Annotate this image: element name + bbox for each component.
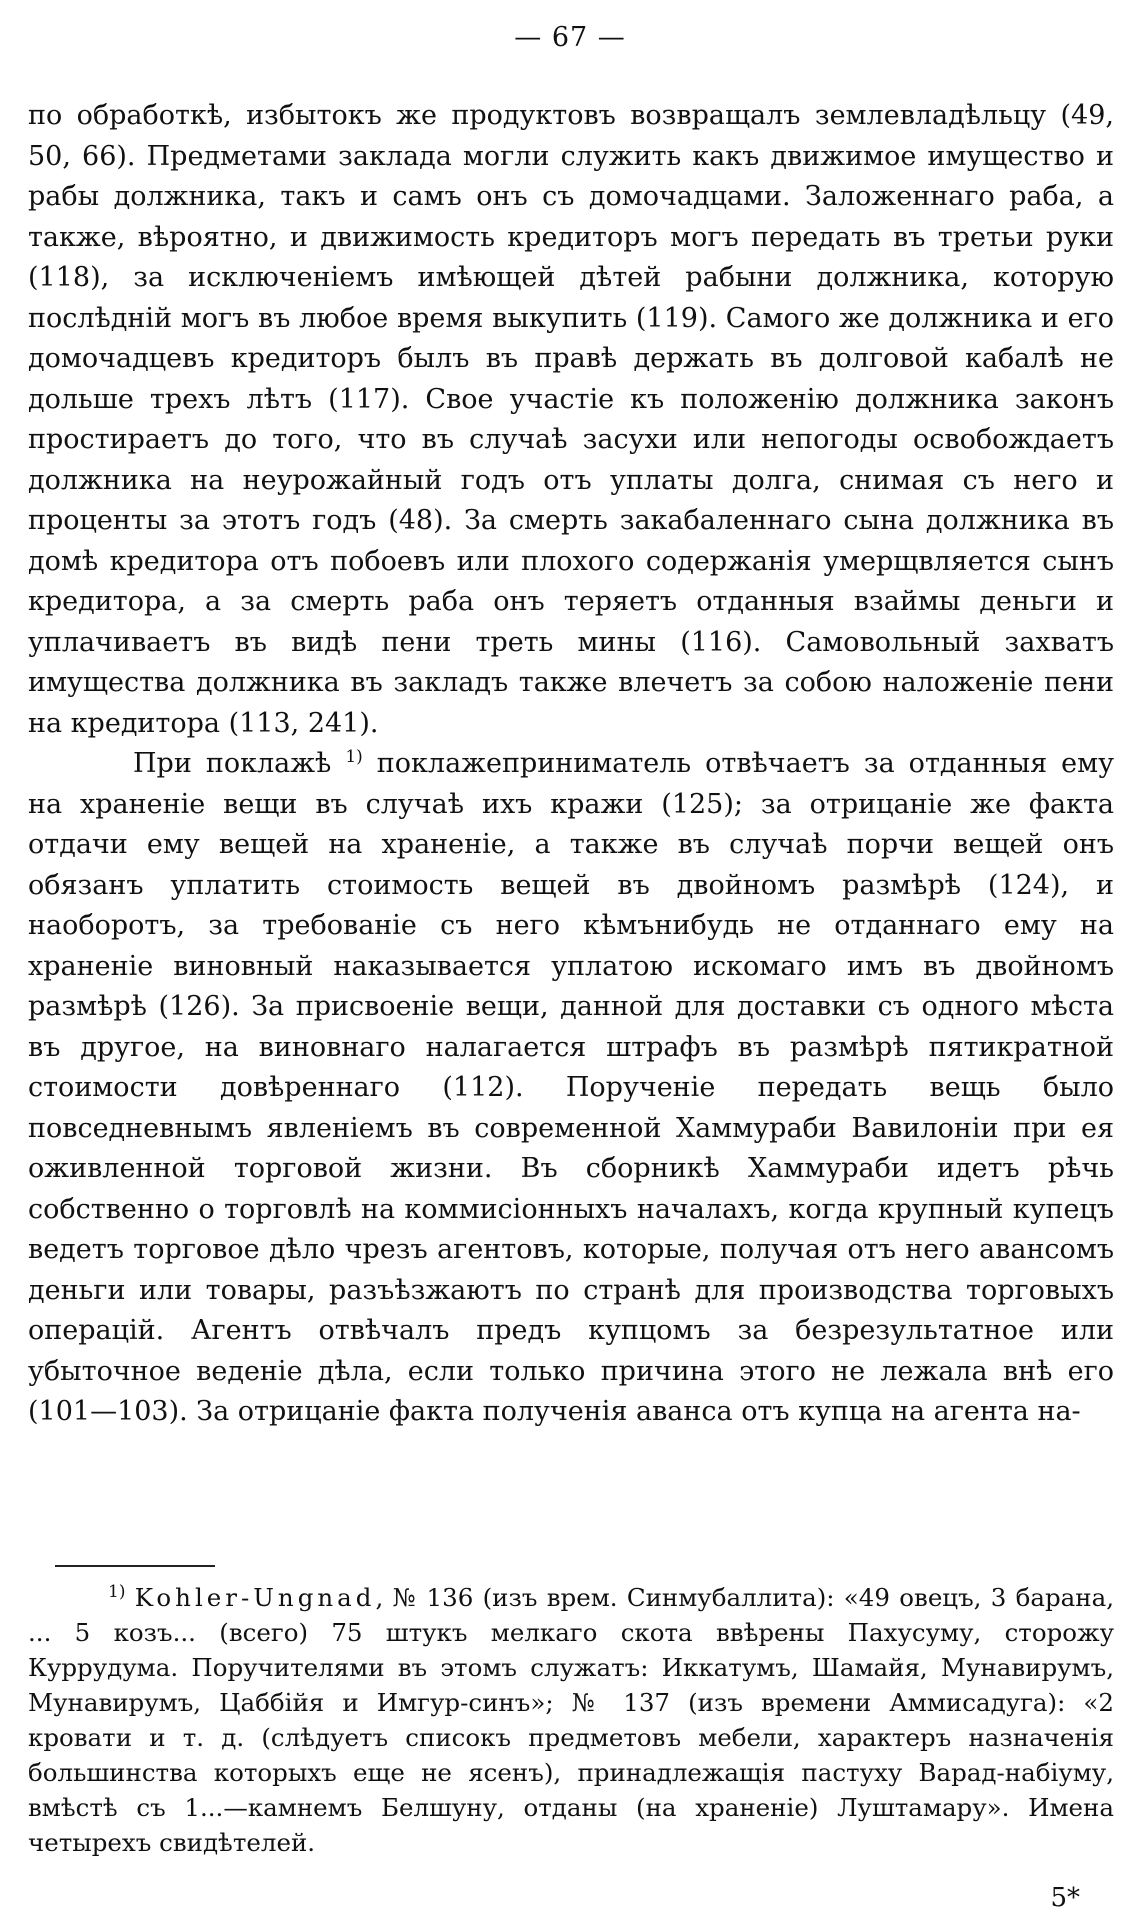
footnote-separator (55, 1565, 215, 1567)
paragraph-deposit (28, 744, 1114, 1433)
paragraph-debt-pledge: по обработкѣ, избытокъ же продуктовъ возвращалъ землевладѣльцу (49, 50, 66). Предметами заклада могли служить какъ движимое имущество и рабы должника, такъ и самъ онъ съ домочадцами. Заложеннаго раба, а также, вѣроятно, и движимость кредиторъ могъ передать въ третьи руки (118), за исключеніемъ имѣющей дѣтей рабыни должника, которую послѣдній могъ въ любое время выкупить (119). Самого же должника и его домочадцевъ кредиторъ былъ въ правѣ держать въ долговой кабалѣ не дольше трехъ лѣтъ (117). Свое участіе къ положенію должника законъ простираетъ до того, что въ случаѣ засухи или непогоды освобождаетъ должника на неурожайный годъ отъ уплаты долга, снимая съ него и проценты за этотъ годъ (48). За смерть закабаленнаго сына должника въ домѣ кредитора отъ побоевъ или плохого содержанія умерщвляется сынъ кредитора, а за смерть раба онъ теряетъ отданныя взаймы деньги и уплачиваетъ въ видѣ пени треть мины (116). Самовольный захватъ имущества должника въ закладъ также влечетъ за собою наложеніе пени на кредитора (113, 241). (28, 100, 1114, 739)
main-text (28, 96, 1114, 1433)
page-number: — 67 — (514, 22, 626, 53)
paragraph-deposit-start: При поклажѣ (133, 748, 346, 779)
paragraph-deposit-rest: поклажеприниматель отвѣчаетъ за отданныя ему на храненіе вещи въ случаѣ ихъ кражи (125); за отрицаніе же факта отдачи ему вещей на храненіе, а также въ случаѣ порчи вещей онъ обязанъ уплатить стоимость вещей въ двойномъ размѣрѣ (124), и наоборотъ, за требованіе съ него кѣмънибудь не отданнаго ему на храненіе виновный наказывается уплатою искомаго имъ въ двойномъ размѣрѣ (126). За присвоеніе вещи, данной для доставки съ одного мѣста въ другое, на виновнаго налагается штрафъ въ размѣрѣ пятикратной стоимости довѣреннаго (112). Порученіе передать вещь было повседневнымъ явленіемъ въ современной Хаммураби Вавилоніи при ея оживленной торговой жизни. Въ сборникѣ Хаммураби идетъ рѣчь собственно о торговлѣ на коммисіонныхъ началахъ, когда крупный купецъ ведетъ торговое дѣло чрезъ агентовъ, которые, получая отъ него авансомъ деньги или товары, разъѣзжаютъ по странѣ для производства торговыхъ операцій. Агентъ отвѣчалъ предъ купцомъ за безрезультатное или убыточное веденіе дѣла, если только причина этого не лежала внѣ его (101—103). За отрицаніе факта полученія аванса отъ купца на агента на- (28, 748, 1114, 1427)
footnote-text: , № 136 (изъ врем. Синмубаллита): «49 овецъ, 3 барана, ... 5 козъ... (всего) 75 штукъ мелкаго скота ввѣрены Пахусуму, сторожу Куррудума. Поручителями въ этомъ служатъ: Иккатумъ, Шамайя, Мунавирумъ, Мунавирумъ, Цаббійя и Имгур-синъ»; № 137 (изъ времени Аммисадуга): «2 кровати и т. д. (слѣдуетъ списокъ предметовъ мебели, характеръ назначенія большинства которыхъ еще не ясенъ), принадлежащія пастуху Варад-набіуму, вмѣстѣ съ 1...—камнемъ Белшуну, отданы (на храненіе) Луштамару». Имена четырехъ свидѣтелей. (28, 1583, 1114, 1857)
footnote-reference: 1) (345, 747, 363, 767)
signature-mark: 5* (1050, 1883, 1080, 1913)
footnote (28, 1580, 1114, 1860)
footnote-marker: 1) (108, 1581, 126, 1602)
footnote-author: Kohler-Ungnad (134, 1583, 376, 1612)
